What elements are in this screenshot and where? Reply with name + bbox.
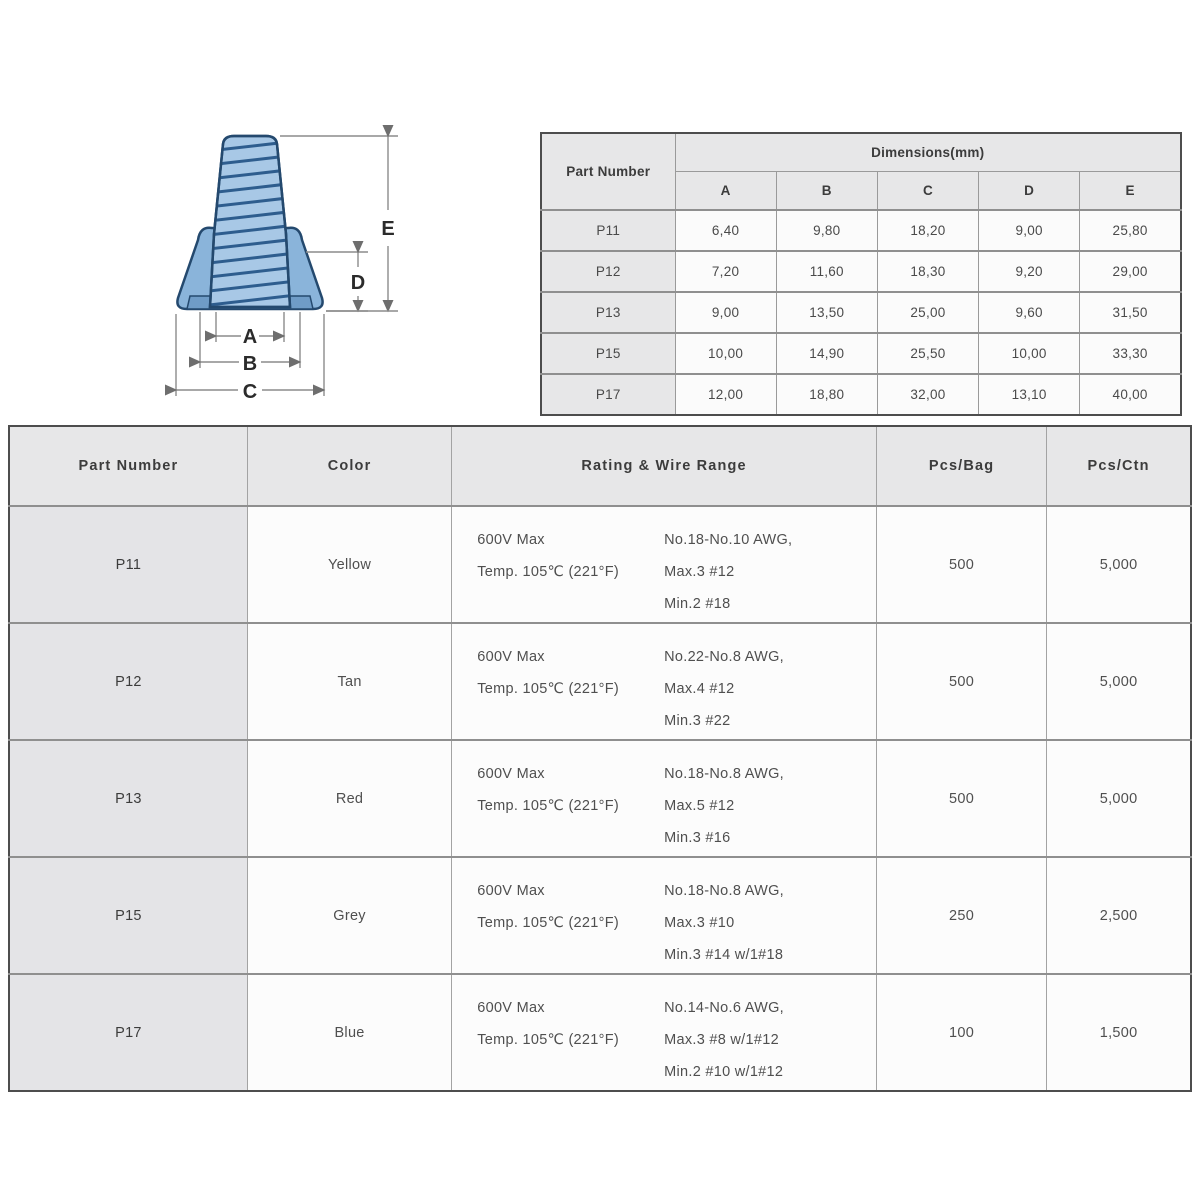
dimension-value-cell: 6,40 — [675, 210, 776, 251]
wire-range-line: Min.3 #16 — [664, 829, 731, 846]
dims-col-a: A — [675, 172, 776, 211]
dimension-value-cell: 9,20 — [979, 251, 1080, 292]
pcs-ctn-cell: 1,500 — [1047, 974, 1191, 1091]
part-number-cell: P13 — [541, 292, 675, 333]
wire-range-line: Min.2 #10 w/1#12 — [664, 1063, 784, 1080]
dim-label-a: A — [242, 326, 258, 348]
part-number-cell: P11 — [9, 506, 247, 623]
pcs-ctn-cell: 5,000 — [1047, 506, 1191, 623]
dimension-value-cell: 25,80 — [1080, 210, 1181, 251]
dimension-value-cell: 29,00 — [1080, 251, 1181, 292]
color-cell: Tan — [247, 623, 451, 740]
dimension-value-cell: 10,00 — [979, 333, 1080, 374]
dims-col-b: B — [776, 172, 877, 211]
dimension-value-cell: 9,00 — [675, 292, 776, 333]
dimension-value-cell: 33,30 — [1080, 333, 1181, 374]
wire-range-line: No.18-No.8 AWG, — [664, 765, 784, 782]
wire-nut-drawing — [110, 100, 420, 410]
rating-cell — [452, 623, 877, 740]
rating-line: 600V Max — [477, 999, 545, 1016]
dimension-value-cell: 12,00 — [675, 374, 776, 415]
part-number-cell: P17 — [9, 974, 247, 1091]
rating-cell — [452, 974, 877, 1091]
rating-line: 600V Max — [477, 882, 545, 899]
dimension-value-cell: 40,00 — [1080, 374, 1181, 415]
dims-row — [541, 292, 1181, 333]
dims-group-header: Dimensions(mm) — [675, 133, 1181, 172]
wire-range-line: Max.5 #12 — [664, 797, 735, 814]
dims-col-c: C — [877, 172, 978, 211]
pcs-bag-cell: 250 — [876, 857, 1046, 974]
spec-header-rating: Rating & Wire Range — [452, 426, 877, 506]
dimensions-table — [540, 132, 1182, 416]
spec-header-part-number: Part Number — [9, 426, 247, 506]
rating-line: 600V Max — [477, 648, 545, 665]
dim-label-c: C — [242, 381, 258, 403]
pcs-bag-cell: 500 — [876, 506, 1046, 623]
wire-range-line: Min.2 #18 — [664, 595, 731, 612]
dimension-value-cell: 31,50 — [1080, 292, 1181, 333]
part-number-cell: P13 — [9, 740, 247, 857]
wire-range-line: Max.3 #12 — [664, 563, 735, 580]
wire-range-line: Min.3 #14 w/1#18 — [664, 946, 784, 963]
spec-table — [8, 425, 1192, 1092]
dimension-value-cell: 32,00 — [877, 374, 978, 415]
spec-row — [9, 857, 1191, 974]
spec-header-pcs-ctn: Pcs/Ctn — [1047, 426, 1191, 506]
wire-range-line: Max.4 #12 — [664, 680, 735, 697]
rating-line: Temp. 105℃ (221°F) — [477, 680, 619, 697]
color-cell: Blue — [247, 974, 451, 1091]
dimension-value-cell: 25,50 — [877, 333, 978, 374]
pcs-ctn-cell: 5,000 — [1047, 740, 1191, 857]
dimension-value-cell: 14,90 — [776, 333, 877, 374]
wire-nut-diagram — [110, 100, 420, 410]
dims-row — [541, 333, 1181, 374]
rating-line: 600V Max — [477, 765, 545, 782]
wire-range-line: No.18-No.10 AWG, — [664, 531, 793, 548]
color-cell: Yellow — [247, 506, 451, 623]
dimension-value-cell: 7,20 — [675, 251, 776, 292]
dimension-value-cell: 9,80 — [776, 210, 877, 251]
dimension-value-cell: 9,60 — [979, 292, 1080, 333]
spec-header-color: Color — [247, 426, 451, 506]
part-number-cell: P15 — [9, 857, 247, 974]
wire-range-line: No.18-No.8 AWG, — [664, 882, 784, 899]
part-number-cell: P11 — [541, 210, 675, 251]
pcs-bag-cell: 500 — [876, 623, 1046, 740]
wire-range-line: No.14-No.6 AWG, — [664, 999, 784, 1016]
rating-line: Temp. 105℃ (221°F) — [477, 563, 619, 580]
part-number-cell: P17 — [541, 374, 675, 415]
part-number-cell: P12 — [9, 623, 247, 740]
part-number-cell: P12 — [541, 251, 675, 292]
pcs-bag-cell: 100 — [876, 974, 1046, 1091]
rating-cell — [452, 506, 877, 623]
spec-header-pcs-bag: Pcs/Bag — [876, 426, 1046, 506]
dims-row — [541, 210, 1181, 251]
dimension-value-cell: 11,60 — [776, 251, 877, 292]
spec-row — [9, 740, 1191, 857]
dims-col-d: D — [979, 172, 1080, 211]
pcs-bag-cell: 500 — [876, 740, 1046, 857]
dimension-value-cell: 18,20 — [877, 210, 978, 251]
dimension-value-cell: 9,00 — [979, 210, 1080, 251]
spec-row — [9, 623, 1191, 740]
wire-range-line: Max.3 #8 w/1#12 — [664, 1031, 779, 1048]
dim-label-b: B — [242, 353, 258, 375]
rating-cell — [452, 857, 877, 974]
rating-line: 600V Max — [477, 531, 545, 548]
dimension-value-cell: 18,80 — [776, 374, 877, 415]
dim-label-e: E — [381, 218, 395, 240]
wire-range-line: No.22-No.8 AWG, — [664, 648, 784, 665]
dimension-value-cell: 10,00 — [675, 333, 776, 374]
dimension-value-cell: 13,10 — [979, 374, 1080, 415]
top-section — [0, 0, 1200, 425]
wire-range-line: Max.3 #10 — [664, 914, 735, 931]
rating-line: Temp. 105℃ (221°F) — [477, 1031, 619, 1048]
rating-line: Temp. 105℃ (221°F) — [477, 914, 619, 931]
dimension-value-cell: 25,00 — [877, 292, 978, 333]
pcs-ctn-cell: 2,500 — [1047, 857, 1191, 974]
color-cell: Grey — [247, 857, 451, 974]
dims-part-number-header: Part Number — [541, 133, 675, 210]
rating-cell — [452, 740, 877, 857]
color-cell: Red — [247, 740, 451, 857]
dims-row — [541, 251, 1181, 292]
rating-line: Temp. 105℃ (221°F) — [477, 797, 619, 814]
pcs-ctn-cell: 5,000 — [1047, 623, 1191, 740]
dimension-value-cell: 13,50 — [776, 292, 877, 333]
spec-row — [9, 506, 1191, 623]
dims-col-e: E — [1080, 172, 1181, 211]
dimension-value-cell: 18,30 — [877, 251, 978, 292]
part-number-cell: P15 — [541, 333, 675, 374]
wire-range-line: Min.3 #22 — [664, 712, 731, 729]
dim-label-d: D — [350, 272, 366, 294]
dims-row — [541, 374, 1181, 415]
spec-row — [9, 974, 1191, 1091]
